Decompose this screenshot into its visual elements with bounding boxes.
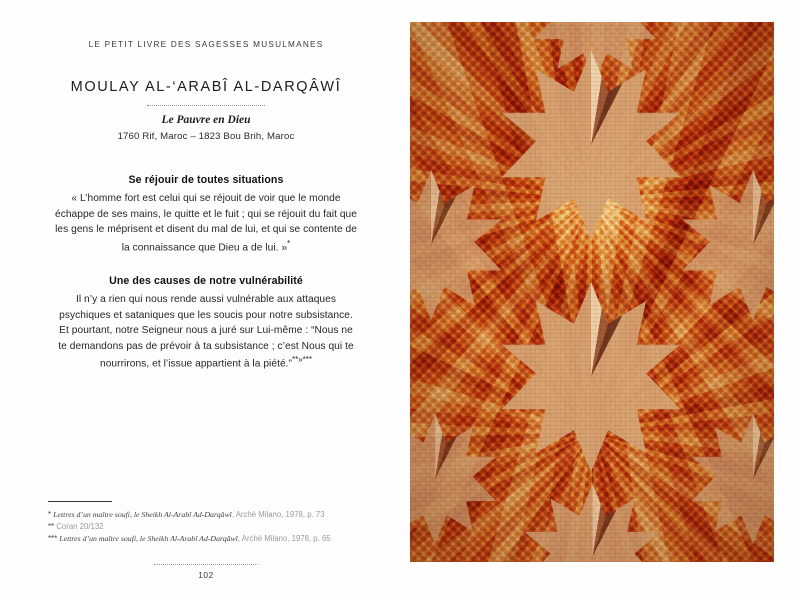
footnote-3-title: Lettres d’un maître soufi, le Sheikh Al-Arabî Ad-Darqâwî	[59, 533, 238, 543]
section-2-text: Il n’y a rien qui nous rende aussi vulnérable aux attaques psychiques et sataniques que les soucis pour notre subsistance. Et pourtant, notre Seigneur nous a juré sur Lui-même : “Nous ne te demandons pas de prévoir à ta subsistance ; c’est Nous qui te nourrirons, et l’issue appartient à la piété.”	[58, 294, 354, 370]
zellige-texture-overlay	[410, 22, 774, 562]
author-block	[46, 79, 366, 142]
section-1-title: Se réjouir de toutes situations	[128, 174, 284, 186]
body-text	[46, 174, 366, 392]
right-illustration-page	[410, 22, 774, 562]
footnote-1-title: Lettres d’un maître soufi, le Sheikh Al-Arabî Ad-Darqâwî	[53, 509, 232, 519]
footnote-3	[48, 533, 366, 544]
page-spacer	[46, 392, 366, 493]
footnote-3-mark: ***	[48, 533, 58, 543]
section-2-title: Une des causes de notre vulnérabilité	[109, 275, 303, 288]
footnote-1-rest: , Archè Milano, 1978, p. 73	[231, 509, 325, 519]
dotted-divider	[147, 104, 265, 106]
author-epithet: Le Pauvre en Dieu	[161, 114, 251, 126]
footnotes-block	[46, 501, 366, 545]
footnote-1-mark: *	[48, 509, 52, 519]
footnote-1	[48, 509, 366, 520]
section-1	[46, 174, 366, 255]
footnote-2-title: Coran 20/132	[56, 521, 104, 531]
footnote-2-mark: **	[48, 521, 55, 531]
section-2-footnote-mark: **»***	[292, 355, 313, 365]
folio-dotted-rule	[154, 563, 258, 565]
footnote-2	[48, 521, 366, 532]
footnote-separator-rule	[48, 501, 112, 502]
folio	[46, 563, 366, 580]
section-1-footnote-mark: *	[287, 238, 291, 248]
running-head: LE PETIT LIVRE DES SAGESSES MUSULMANES	[88, 40, 324, 49]
section-1-body	[46, 191, 366, 255]
page-title: MOULAY AL-‘ARABÎ AL-DARQÂWÎ	[70, 79, 342, 95]
footnote-3-rest: , Archè Milano, 1978, p. 65	[237, 533, 331, 543]
section-1-text: « L’homme fort est celui qui se réjouit de voir que le monde échappe de ses mains, le quitte et le fuit ; qui se réjouit du fait que les gens le méprisent et disent du mal de lui, et qui se contente de la connaissance que Dieu a de lui. »	[54, 193, 357, 253]
section-2	[46, 275, 366, 372]
page-number: 102	[198, 570, 214, 580]
author-dates: 1760 Rif, Maroc – 1823 Bou Brih, Maroc	[117, 131, 295, 142]
section-2-body	[46, 292, 366, 372]
